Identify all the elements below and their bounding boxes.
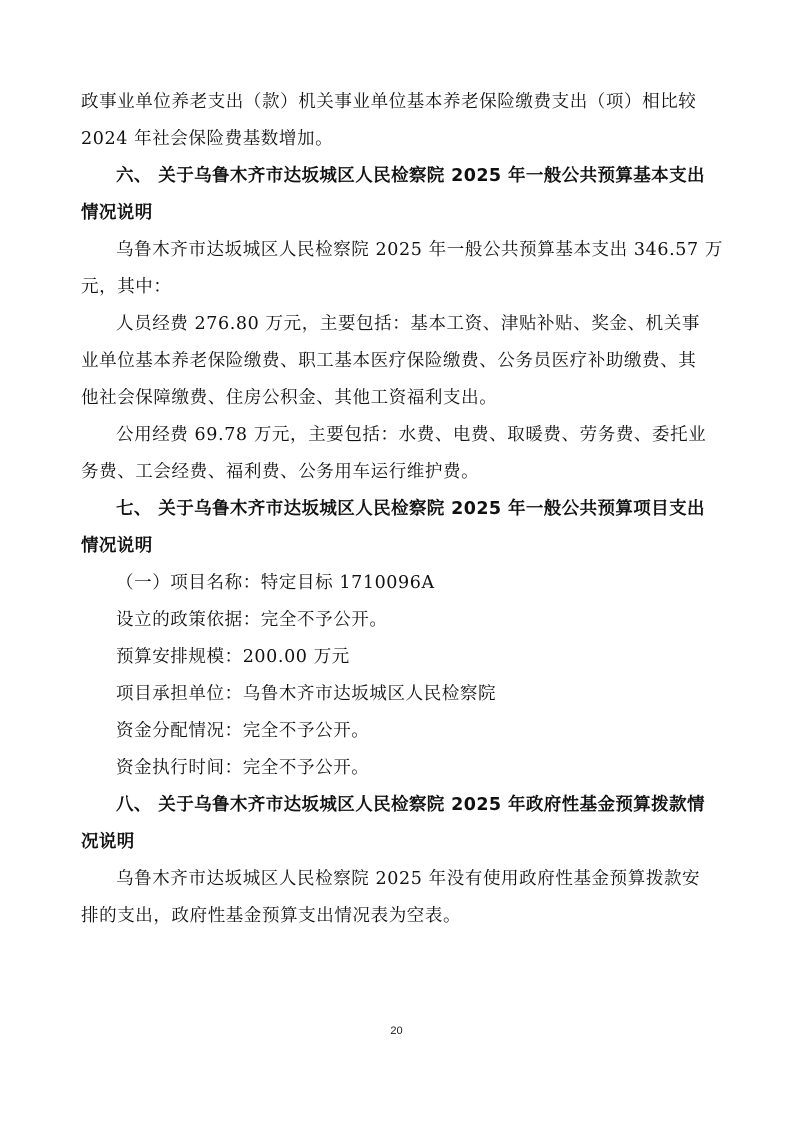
section-heading-8: 八、 关于乌鲁木齐市达坂城区人民检察院 2025 年政府性基金预算拨款情 (116, 795, 705, 815)
paragraph-line: 2024 年社会保险费基数增加。 (81, 129, 334, 149)
paragraph-line: 元，其中： (81, 277, 172, 297)
fund-allocation: 资金分配情况：完全不予公开。 (116, 721, 370, 741)
policy-basis: 设立的政策依据：完全不予公开。 (116, 610, 388, 630)
paragraph-line: 公用经费 69.78 万元，主要包括：水费、电费、取暖费、劳务费、委托业 (116, 425, 707, 445)
paragraph-line: 排的支出，政府性基金预算支出情况表为空表。 (81, 906, 462, 926)
execution-time: 资金执行时间：完全不予公开。 (116, 758, 370, 778)
paragraph-line: 乌鲁木齐市达坂城区人民检察院 2025 年没有使用政府性基金预算拨款安 (116, 869, 701, 889)
section-heading-7-cont: 情况说明 (81, 536, 153, 556)
paragraph-line: 业单位基本养老保险缴费、职工基本医疗保险缴费、公务员医疗补助缴费、其 (81, 351, 697, 371)
section-heading-6-cont: 情况说明 (81, 203, 153, 223)
page-number: 20 (390, 1025, 403, 1037)
budget-scale: 预算安排规模：200.00 万元 (116, 647, 350, 667)
paragraph-line: 他社会保障缴费、住房公积金、其他工资福利支出。 (81, 388, 498, 408)
paragraph-line: 政事业单位养老支出（款）机关事业单位基本养老保险缴费支出（项）相比较 (81, 92, 697, 112)
project-name: （一）项目名称：特定目标 1710096A (116, 573, 435, 593)
paragraph-line: 乌鲁木齐市达坂城区人民检察院 2025 年一般公共预算基本支出 346.57 万 (116, 240, 724, 260)
section-heading-6: 六、 关于乌鲁木齐市达坂城区人民检察院 2025 年一般公共预算基本支出 (116, 166, 705, 186)
paragraph-line: 人员经费 276.80 万元，主要包括：基本工资、津贴补贴、奖金、机关事 (116, 314, 700, 334)
section-heading-7: 七、 关于乌鲁木齐市达坂城区人民检察院 2025 年一般公共预算项目支出 (116, 499, 705, 519)
project-unit: 项目承担单位：乌鲁木齐市达坂城区人民检察院 (116, 684, 497, 704)
section-heading-8-cont: 况说明 (81, 832, 135, 852)
paragraph-line: 务费、工会经费、福利费、公务用车运行维护费。 (81, 462, 480, 482)
